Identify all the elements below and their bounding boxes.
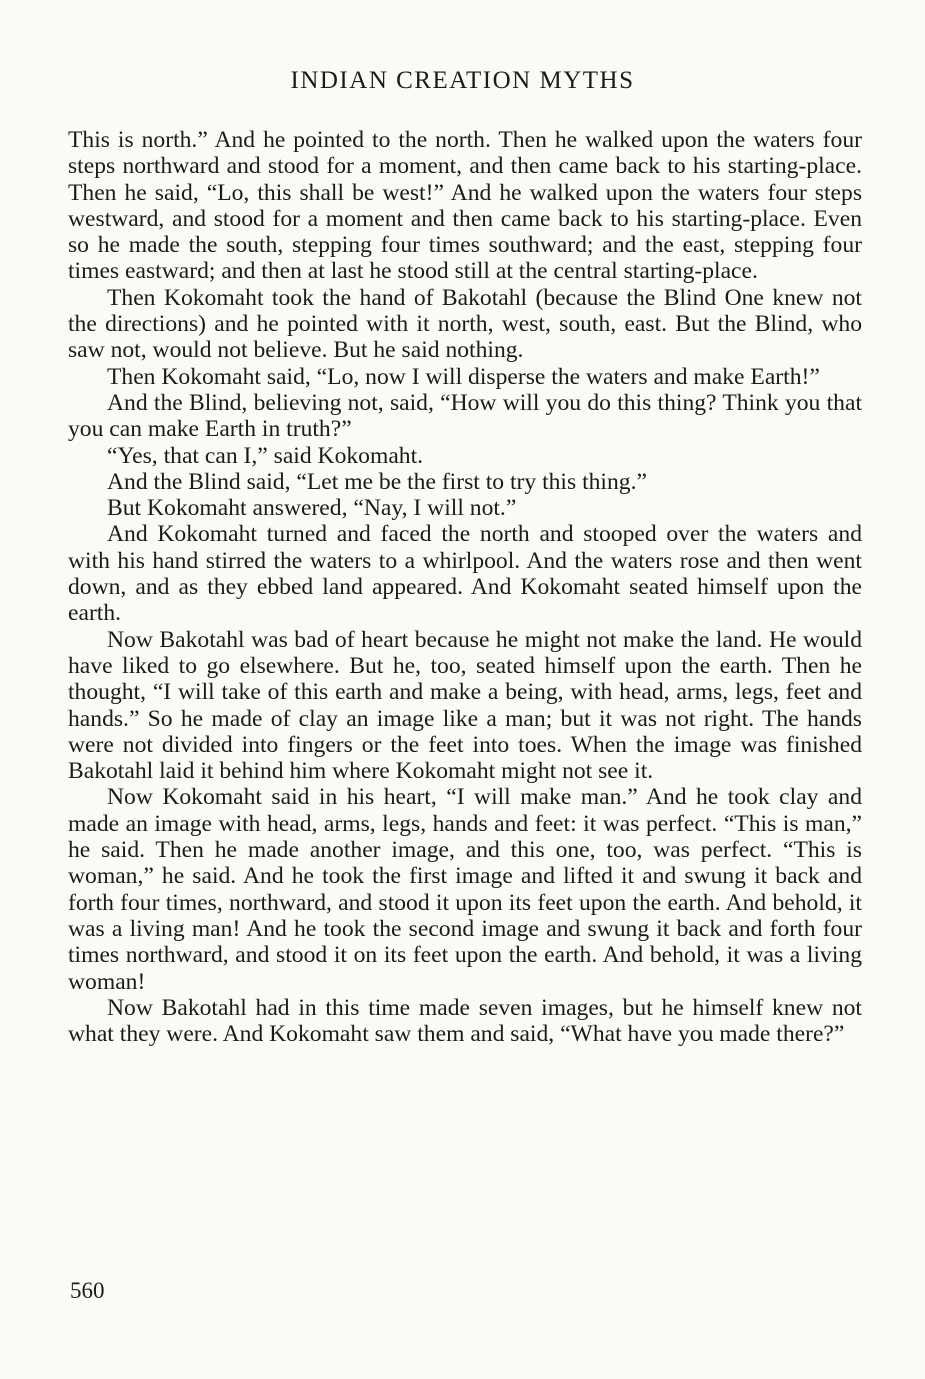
paragraph: And the Blind said, “Let me be the first to try this thing.”	[107, 468, 647, 495]
paragraph: Now Kokomaht said in his heart, “I will make man.” And he took clay and made an image with head, arms, legs, hands and feet: it was perfect. “This is man,” he said. Then he made another image, and this one, too, was perfect. “This is woman,” he said. And he took the first image and lifted it and swung it back and forth four times, northward, and stood it upon its feet upon the earth. And behold, it was a living man! And he took the second image and swung it back and forth four times northward, and stood it on its feet upon the earth. And behold, it was a living woman!	[68, 784, 862, 995]
running-head: INDIAN CREATION MYTHS	[290, 67, 635, 94]
body-text	[68, 127, 862, 1047]
paragraph: Then Kokomaht said, “Lo, now I will disperse the waters and make Earth!”	[107, 363, 820, 390]
paragraph: And the Blind, believing not, said, “How will you do this thing? Think you that you can make Earth in truth?”	[68, 389, 862, 443]
paragraph: Now Bakotahl was bad of heart because he might not make the land. He would have liked to go elsewhere. But he, too, seated himself upon the earth. Then he thought, “I will take of this earth and make a being, with head, arms, legs, feet and hands.” So he made of clay an image like a man; but it was not right. The hands were not divided into fingers or the feet into toes. When the image was finished Bakotahl laid it behind him where Kokomaht might not see it.	[68, 626, 862, 785]
paragraph: Now Bakotahl had in this time made seven images, but he himself knew not what they were. And Kokomaht saw them and said, “What have you made there?”	[68, 994, 862, 1048]
paragraph: But Kokomaht answered, “Nay, I will not.”	[107, 495, 517, 522]
paragraph: And Kokomaht turned and faced the north and stooped over the waters and with his hand stirred the waters to a whirlpool. And the waters rose and then went down, and as they ebbed land appeared. And Kokomaht seated himself upon the earth.	[68, 521, 862, 627]
page-number: 560	[70, 1278, 105, 1303]
paragraph: “Yes, that can I,” said Kokomaht.	[107, 442, 424, 469]
paragraph-continued: This is north.” And he pointed to the north. Then he walked upon the waters four steps northward and stood for a moment, and then came back to his starting-place. Then he said, “Lo, this shall be west!” And he walked upon the waters four steps westward, and stood for a moment and then came back to his starting-place. Even so he made the south, stepping four times southward; and the east, stepping four times eastward; and then at last he stood still at the central starting-place.	[68, 127, 862, 285]
paragraph: Then Kokomaht took the hand of Bakotahl (because the Blind One knew not the directions) and he pointed with it north, west, south, east. But the Blind, who saw not, would not believe. But he said nothing.	[68, 284, 862, 364]
